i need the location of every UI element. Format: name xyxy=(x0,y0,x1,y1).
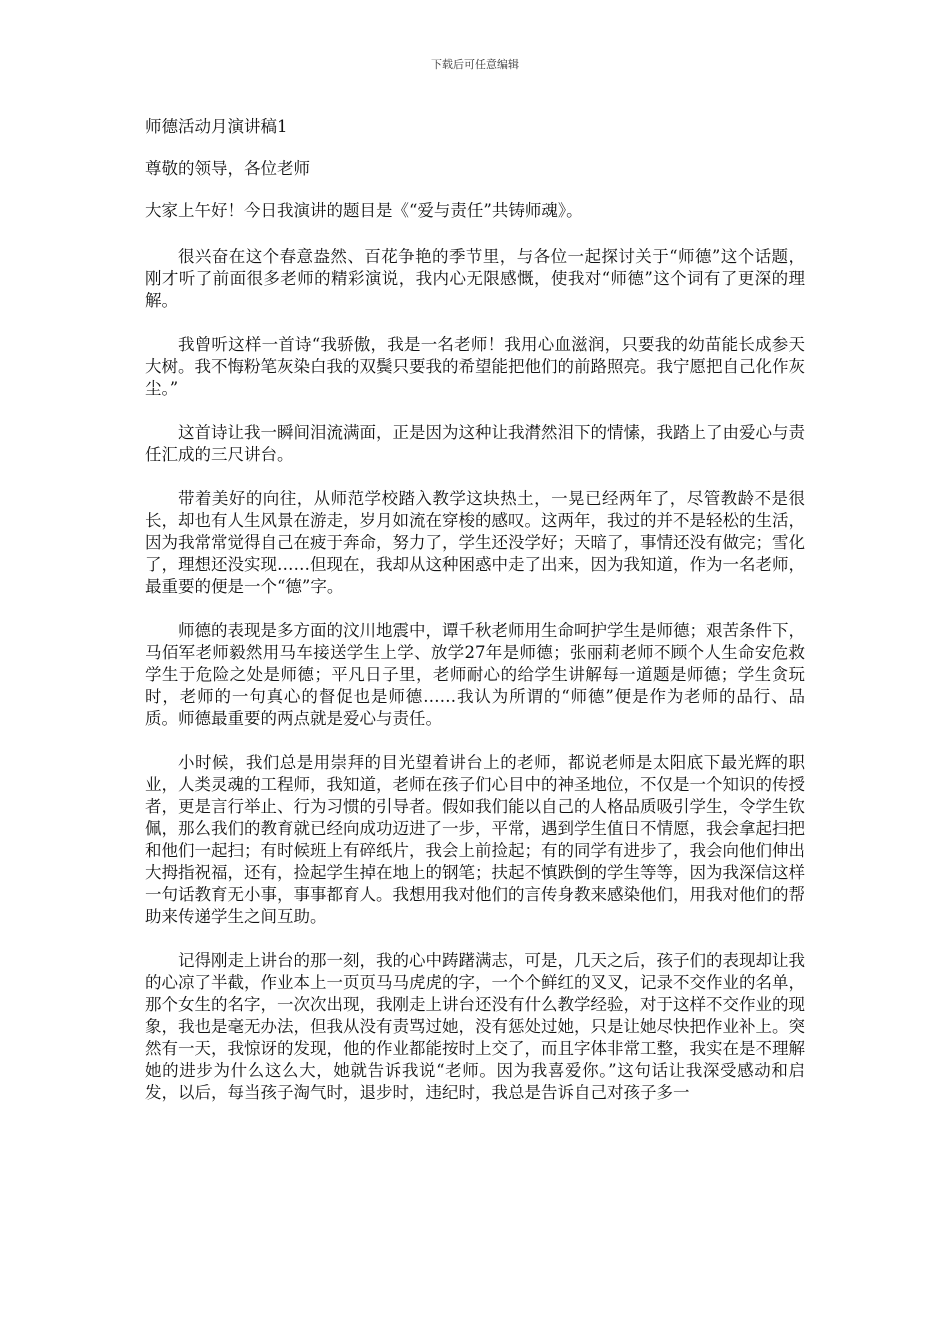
page-header-note: 下载后可任意编辑 xyxy=(431,58,519,71)
document-body xyxy=(145,116,805,1126)
paragraph: 我曾听这样一首诗“我骄傲，我是一名老师！我用心血滋润，只要我的幼苗能长成参天大树。我不悔粉笔灰染白我的双鬓只要我的希望能把他们的前路照亮。我宁愿把自己化作灰尘。” xyxy=(145,335,805,398)
paragraph: 记得刚走上讲台的那一刻，我的心中踌躇满志，可是，几天之后，孩子们的表现却让我的心凉了半截，作业本上一页页马马虎虎的字，一个个鲜红的叉叉，记录不交作业的名单，那个女生的名字，一次次出现，我刚走上讲台还没有什么教学经验，对于这样不交作业的现象，我也是毫无办法，但我从没有责骂过她，没有惩处过她，只是让她尽快把作业补上。突然有一天，我惊讶的发现，他的作业都能按时上交了，而且字体非常工整，我实在是不理解她的进步为什么这么大，她就告诉我说“老师。因为我喜爱你。”这句话让我深受感动和启发，以后，每当孩子淘气时，退步时，违纪时，我总是告诉自己对孩子多一 xyxy=(145,951,805,1102)
salutation: 尊敬的领导，各位老师 xyxy=(145,159,310,178)
document-title: 师德活动月演讲稿1 xyxy=(145,117,288,136)
greeting: 大家上午好！今日我演讲的题目是《“爱与责任”共铸师魂》。 xyxy=(145,201,583,220)
paragraph: 小时候，我们总是用崇拜的目光望着讲台上的老师，都说老师是太阳底下最光辉的职业，人类灵魂的工程师，我知道，老师在孩子们心目中的神圣地位，不仅是一个知识的传授者，更是言行举止、行为习惯的引导者。假如我们能以自己的人格品质吸引学生，令学生钦佩，那么我们的教育就已经向成功迈进了一步，平常，遇到学生值日不情愿，我会拿起扫把和他们一起扫；有时候班上有碎纸片，我会上前捡起；有的同学有进步了，我会向他们伸出大拇指祝福，还有，捡起学生掉在地上的钢笔；扶起不慎跌倒的学生等等，因为我深信这样一句话教育无小事，事事都育人。我想用我对他们的言传身教来感染他们，用我对他们的帮助来传递学生之间互助。 xyxy=(145,753,805,926)
paragraph: 师德的表现是多方面的汶川地震中，谭千秋老师用生命呵护学生是师德；艰苦条件下，马佰军老师毅然用马车接送学生上学、放学27年是师德；张丽莉老师不顾个人生命安危救学生于危险之处是师德；平凡日子里，老师耐心的给学生讲解每一道题是师德；学生贪玩时，老师的一句真心的督促也是师德……我认为所谓的“师德”便是作为老师的品行、品质。师德最重要的两点就是爱心与责任。 xyxy=(145,621,805,728)
paragraph: 带着美好的向往，从师范学校踏入教学这块热土，一晃已经两年了，尽管教龄不是很长，却也有人生风景在游走，岁月如流在穿梭的感叹。这两年，我过的并不是轻松的生活，因为我常常觉得自己在疲于奔命，努力了，学生还没学好；天暗了，事情还没有做完；雪化了，理想还没实现……但现在，我却从这种困惑中走了出来，因为我知道，作为一名老师，最重要的便是一个“德”字。 xyxy=(145,489,805,596)
paragraph: 这首诗让我一瞬间泪流满面，正是因为这种让我潸然泪下的情愫，我踏上了由爱心与责任汇成的三尺讲台。 xyxy=(145,423,805,464)
paragraph: 很兴奋在这个春意盎然、百花争艳的季节里，与各位一起探讨关于“师德”这个话题，刚才听了前面很多老师的精彩演说，我内心无限感慨，使我对“师德”这个词有了更深的理解。 xyxy=(145,247,805,310)
